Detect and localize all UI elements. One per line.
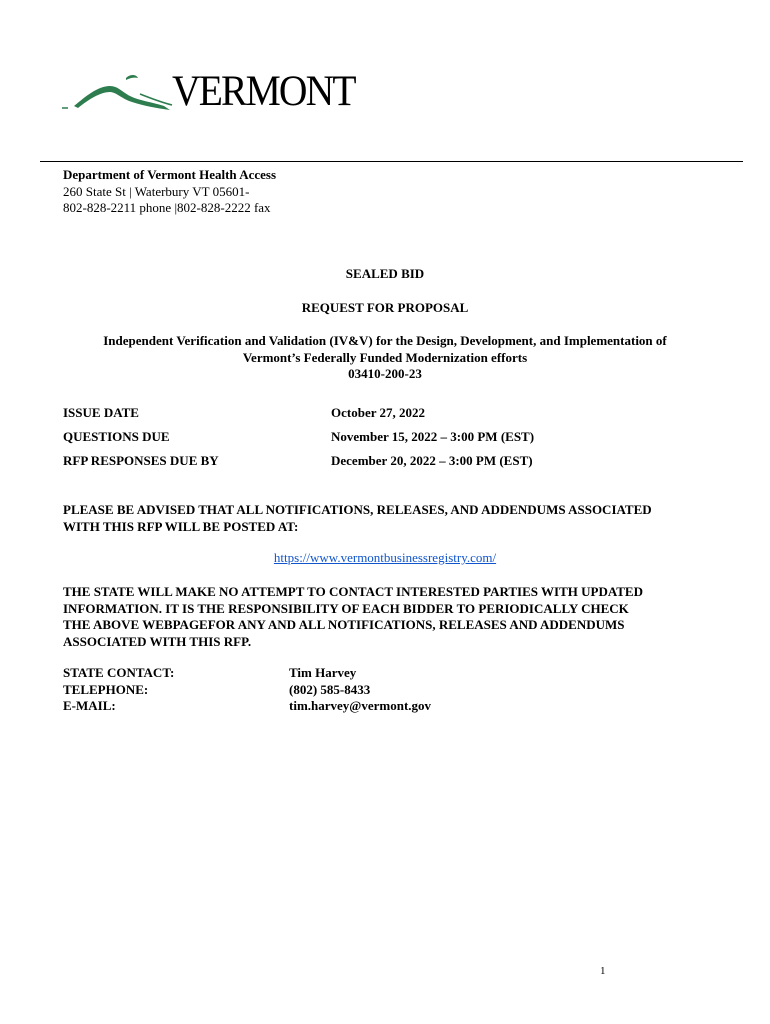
- contact-name: Tim Harvey: [289, 665, 357, 680]
- header-rule: [40, 161, 743, 162]
- contact-values: [289, 665, 431, 715]
- notice-paragraph: [63, 502, 723, 535]
- issue-date-label: ISSUE DATE: [63, 405, 139, 420]
- rfp-title: [40, 333, 730, 383]
- responses-due-value: December 20, 2022 – 3:00 PM (EST): [331, 453, 533, 468]
- notice-line: WITH THIS RFP WILL BE POSTED AT:: [63, 518, 299, 534]
- contact-telephone: (802) 585-8433: [289, 681, 371, 697]
- rfp-title-line: Independent Verification and Validation (IV&V) for the Design, Development, and Implementation of: [103, 333, 667, 348]
- department-name: Department of Vermont Health Access: [63, 167, 277, 182]
- telephone-label: TELEPHONE:: [63, 681, 149, 697]
- responsibility-line: THE ABOVE WEBPAGEFOR ANY AND ALL NOTIFICATIONS, RELEASES AND ADDENDUMS: [63, 617, 625, 632]
- registry-link-row: [40, 550, 730, 566]
- logo-wordmark: VERMONT: [172, 68, 355, 115]
- rfp-heading: REQUEST FOR PROPOSAL: [301, 300, 469, 315]
- rfp-number: 03410-200-23: [348, 366, 422, 381]
- responsibility-line: INFORMATION. IT IS THE RESPONSIBILITY OF EACH BIDDER TO PERIODICALLY CHECK: [63, 600, 629, 616]
- registry-link[interactable]: https://www.vermontbusinessregistry.com/: [273, 550, 497, 565]
- rfp-title-line: Vermont’s Federally Funded Modernization efforts: [242, 349, 528, 365]
- state-contact-label: STATE CONTACT:: [63, 665, 175, 680]
- contact-labels: [63, 665, 174, 715]
- email-label: E-MAIL:: [63, 698, 116, 713]
- questions-due-value: November 15, 2022 – 3:00 PM (EST): [331, 429, 535, 444]
- notice-line: PLEASE BE ADVISED THAT ALL NOTIFICATIONS, RELEASES, AND ADDENDUMS ASSOCIATED: [63, 502, 652, 517]
- responses-due-label: RFP RESPONSES DUE BY: [63, 453, 219, 468]
- sealed-bid-heading: SEALED BID: [345, 266, 425, 281]
- responsibility-line: THE STATE WILL MAKE NO ATTEMPT TO CONTACT INTERESTED PARTIES WITH UPDATED: [63, 584, 643, 599]
- questions-due-label: QUESTIONS DUE: [63, 429, 170, 444]
- street-address: 260 State St | Waterbury VT 05601-: [63, 183, 250, 199]
- phone-fax: 802-828-2211 phone |802-828-2222 fax: [63, 200, 271, 215]
- responsibility-paragraph: [63, 584, 723, 650]
- vermont-logo: [60, 68, 360, 116]
- mountain-logo-icon: [60, 72, 178, 114]
- responsibility-line: ASSOCIATED WITH THIS RFP.: [63, 633, 252, 649]
- contact-email: tim.harvey@vermont.gov: [289, 698, 432, 713]
- address-block: [63, 167, 276, 217]
- issue-date-value: October 27, 2022: [331, 405, 425, 420]
- page-number: 1: [600, 965, 606, 977]
